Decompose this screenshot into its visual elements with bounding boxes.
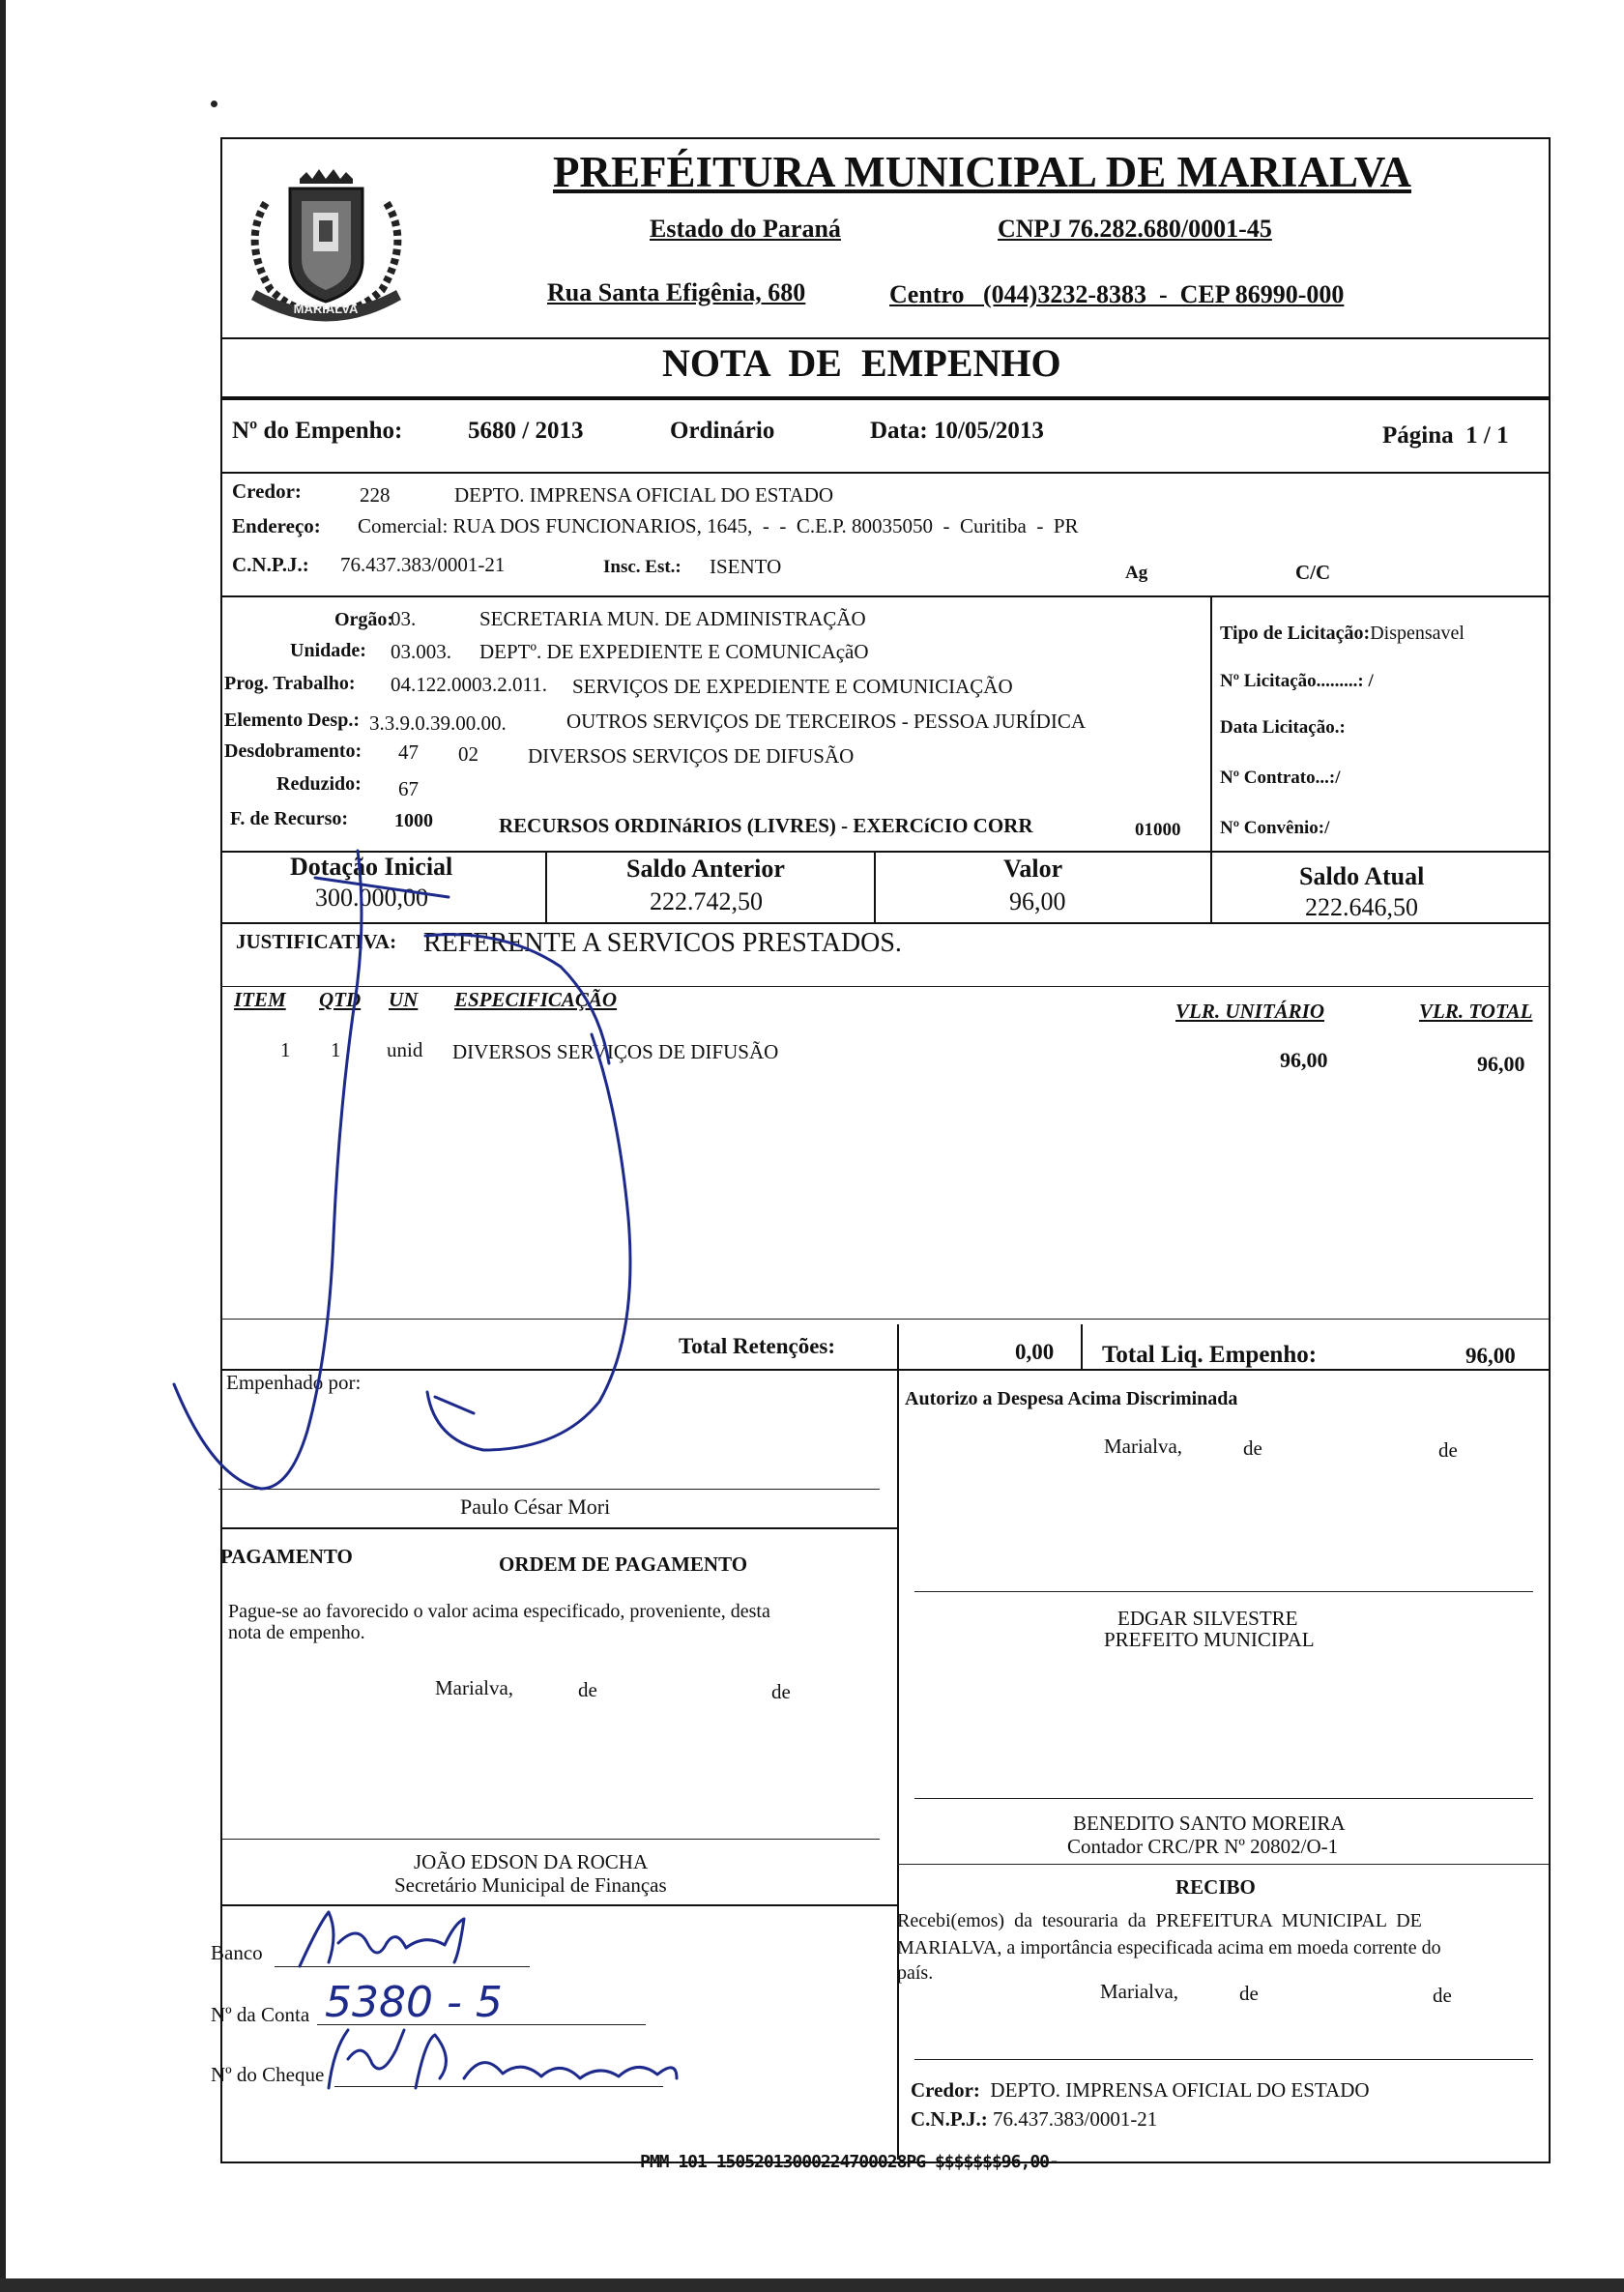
divider [220, 986, 1549, 987]
divider-vertical [1081, 1324, 1083, 1369]
total-retencoes-value: 0,00 [1015, 1340, 1055, 1364]
tipo-licitacao-label: Tipo de Licitação: [1220, 623, 1371, 644]
row-item: 1 [280, 1038, 291, 1061]
fonte-recurso-code: 1000 [394, 810, 433, 831]
autorizo-de2: de [1438, 1438, 1458, 1462]
prefeito-role: PREFEITO MUNICIPAL [1104, 1628, 1315, 1651]
row-un: unid [387, 1038, 423, 1061]
municipal-crest-icon [232, 145, 420, 331]
numero-contrato: Nº Contrato...:/ [1220, 768, 1341, 788]
cheque-label: Nº do Cheque [211, 2063, 325, 2086]
justificativa-text: REFERENTE A SERVICOS PRESTADOS. [423, 928, 902, 958]
unidade-name: DEPTº. DE EXPEDIENTE E COMUNICAçãO [479, 640, 869, 663]
dotacao-inicial-value: 300.000,00 [315, 884, 428, 912]
autorizo-place: Marialva, [1104, 1435, 1183, 1458]
cnpj-label: C.N.P.J.: [232, 553, 309, 576]
row-valor-total: 96,00 [1477, 1052, 1525, 1076]
scan-edge-left [0, 0, 6, 2292]
justificativa-label: JUSTIFICATIVA: [236, 930, 397, 953]
desdobramento-code1: 47 [398, 740, 419, 764]
state-name: Estado do Paraná [650, 215, 841, 243]
divider-vertical [545, 851, 547, 922]
desdobramento-name: DIVERSOS SERVIÇOS DE DIFUSÃO [528, 744, 855, 768]
empenho-number-label: Nº do Empenho: [232, 418, 403, 444]
divider [220, 595, 1549, 597]
tipo-licitacao [1220, 623, 1464, 645]
credor-address: Comercial: RUA DOS FUNCIONARIOS, 1645, - - C.E.P. 80035050 - Curitiba - PR [358, 514, 1079, 537]
page-number: Página 1 / 1 [1382, 422, 1509, 449]
divider [220, 396, 1549, 400]
numero-convenio: Nº Convênio:/ [1220, 818, 1330, 838]
orgao-name: SECRETARIA MUN. DE ADMINISTRAÇÃO [479, 607, 866, 630]
saldo-anterior-label: Saldo Anterior [626, 855, 785, 883]
recibo-text-line1: Recebi(emos) da tesouraria da PREFEITURA MUNICIPAL DE [897, 1910, 1422, 1931]
col-header-valor-total: VLR. TOTAL [1419, 1000, 1533, 1023]
elemento-label: Elemento Desp.: [224, 710, 360, 731]
empenho-number: 5680 / 2013 [468, 418, 584, 444]
signature-line [222, 1839, 880, 1840]
cheque-line [334, 2086, 663, 2087]
crest-ribbon-text: MARIALVA [293, 302, 359, 316]
divider [220, 1319, 1549, 1320]
cc-label: C/C [1295, 561, 1331, 584]
elemento-code: 3.3.9.0.39.00.00. [369, 711, 507, 735]
empenhado-por-label: Empenhado por: [226, 1371, 362, 1394]
col-header-especificacao: ESPECIFICAÇÃO [454, 988, 618, 1011]
divider [220, 922, 1549, 924]
row-especificacao: DIVERSOS SERVIÇOS DE DIFUSÃO [452, 1040, 779, 1063]
row-qtd: 1 [331, 1038, 341, 1061]
pagamento-text-line1: Pague-se ao favorecido o valor acima especificado, proveniente, desta [228, 1601, 770, 1622]
prog-trabalho-code: 04.122.0003.2.011. [391, 673, 547, 696]
data-licitacao: Data Licitação.: [1220, 717, 1346, 738]
prog-trabalho-name: SERVIÇOS DE EXPEDIENTE E COMUNICIAÇÃO [572, 675, 1013, 698]
credor-label: Credor: [232, 479, 302, 503]
municipality-cnpj: CNPJ 76.282.680/0001-45 [998, 215, 1272, 243]
ag-label: Ag [1125, 563, 1148, 583]
banco-label: Banco [211, 1941, 263, 1964]
orgao-code: 03. [391, 607, 417, 630]
signature-line [914, 1798, 1533, 1799]
autorizo-de1: de [1243, 1436, 1262, 1460]
fonte-recurso-label: F. de Recurso: [230, 808, 349, 829]
divider [220, 1904, 897, 1906]
municipality-address: Rua Santa Efigênia, 680 [547, 278, 806, 306]
elemento-name: OUTROS SERVIÇOS DE TERCEIROS - PESSOA JURÍDICA [566, 710, 1087, 733]
footer-cnpj-label: C.N.P.J.: [911, 2107, 988, 2131]
prefeito-name: EDGAR SILVESTRE [1117, 1607, 1298, 1630]
fonte-recurso-code2: 01000 [1135, 820, 1181, 840]
pagamento-place: Marialva, [435, 1676, 514, 1699]
recibo-text-line2: MARIALVA, a importância especificada acima em moeda corrente do [897, 1937, 1441, 1958]
conta-label: Nº da Conta [211, 2003, 310, 2026]
total-liquido-label: Total Liq. Empenho: [1102, 1342, 1318, 1368]
secretario-name: JOÃO EDSON DA ROCHA [414, 1850, 649, 1873]
divider-vertical [1210, 595, 1212, 851]
unidade-label: Unidade: [290, 640, 366, 661]
micr-code-line: PMM 101 15052013000224700028PG $$$$$$$96,00- [640, 2152, 1058, 2172]
pagamento-label: PAGAMENTO [220, 1545, 353, 1568]
credor-name: DEPTO. IMPRENSA OFICIAL DO ESTADO [454, 483, 834, 507]
scan-edge-bottom [0, 2278, 1624, 2292]
ordem-pagamento-label: ORDEM DE PAGAMENTO [499, 1552, 748, 1576]
pagamento-de2: de [771, 1680, 791, 1703]
divider-vertical [897, 1324, 899, 1369]
pagamento-de1: de [578, 1678, 597, 1701]
reduzido-value: 67 [398, 777, 419, 800]
total-retencoes-label: Total Retenções: [679, 1334, 836, 1358]
divider [220, 337, 1549, 339]
footer-cnpj [911, 2107, 1157, 2132]
divider [897, 1864, 1549, 1865]
total-liquido-value: 96,00 [1465, 1344, 1516, 1368]
row-valor-unitario: 96,00 [1280, 1048, 1328, 1072]
scan-speck [211, 101, 218, 107]
footer-credor-name: DEPTO. IMPRENSA OFICIAL DO ESTADO [990, 2078, 1370, 2102]
conta-line [317, 2024, 646, 2025]
saldo-atual-label: Saldo Atual [1299, 862, 1425, 890]
municipality-contact: Centro (044)3232-8383 - CEP 86990-000 [889, 280, 1345, 308]
desdobramento-label: Desdobramento: [224, 740, 362, 762]
reduzido-label: Reduzido: [276, 773, 362, 795]
banco-line [275, 1966, 530, 1967]
recibo-place: Marialva, [1100, 1980, 1179, 2003]
credor-cnpj: 76.437.383/0001-21 [340, 553, 506, 576]
divider [220, 1527, 897, 1529]
empenho-type: Ordinário [670, 418, 775, 444]
numero-licitacao: Nº Licitação.........: / [1220, 671, 1374, 691]
col-header-un: UN [389, 988, 419, 1011]
fonte-recurso-name: RECURSOS ORDINáRIOS (LIVRES) - EXERCíCIO CORR [499, 814, 1033, 837]
empenhado-por-name: Paulo César Mori [460, 1494, 611, 1519]
divider-vertical [1210, 851, 1212, 922]
tipo-licitacao-value: Dispensavel [1370, 623, 1464, 644]
divider-vertical [897, 1369, 899, 2160]
col-header-item: ITEM [234, 988, 286, 1011]
dotacao-inicial-label: Dotação Inicial [290, 853, 453, 881]
contador-name: BENEDITO SANTO MOREIRA [1073, 1812, 1346, 1835]
insc-est-label: Insc. Est.: [603, 557, 682, 577]
recibo-de2: de [1433, 1984, 1452, 2007]
signature-line [914, 2059, 1533, 2060]
saldo-anterior-value: 222.742,50 [650, 887, 763, 915]
municipality-title: PREFÉITURA MUNICIPAL DE MARIALVA [553, 148, 1412, 196]
prog-trabalho-label: Prog. Trabalho: [224, 673, 356, 694]
valor-value: 96,00 [1009, 887, 1066, 915]
credor-code: 228 [360, 483, 391, 507]
unidade-code: 03.003. [391, 640, 451, 663]
conta-handwriting: 5380 - 5 [325, 1978, 503, 2027]
desdobramento-code2: 02 [458, 742, 478, 766]
recibo-label: RECIBO [1175, 1875, 1256, 1899]
pagamento-text-line2: nota de empenho. [228, 1622, 365, 1643]
recibo-text-line3: país. [897, 1962, 934, 1984]
saldo-atual-value: 222.646,50 [1305, 893, 1418, 921]
col-header-valor-unitario: VLR. UNITÁRIO [1175, 1000, 1325, 1023]
secretario-role: Secretário Municipal de Finanças [394, 1873, 667, 1897]
footer-credor-label: Credor: [911, 2078, 980, 2102]
col-header-qtd: QTD [319, 988, 362, 1011]
document-title: NOTA DE EMPENHO [662, 341, 1061, 385]
orgao-label: Orgão: [334, 609, 394, 630]
divider [220, 472, 1549, 474]
divider-vertical [874, 851, 876, 922]
autorizo-label: Autorizo a Despesa Acima Discriminada [905, 1388, 1238, 1409]
insc-est-value: ISENTO [710, 555, 782, 578]
address-label: Endereço: [232, 514, 321, 537]
footer-cnpj-value: 76.437.383/0001-21 [992, 2107, 1158, 2131]
footer-credor [911, 2078, 1370, 2103]
divider [220, 1369, 1549, 1371]
contador-role: Contador CRC/PR Nº 20802/O-1 [1067, 1835, 1339, 1858]
valor-label: Valor [1003, 855, 1063, 883]
signature-line [218, 1489, 880, 1490]
recibo-de1: de [1239, 1982, 1259, 2005]
signature-line [914, 1591, 1533, 1592]
empenho-date: Data: 10/05/2013 [870, 418, 1044, 444]
